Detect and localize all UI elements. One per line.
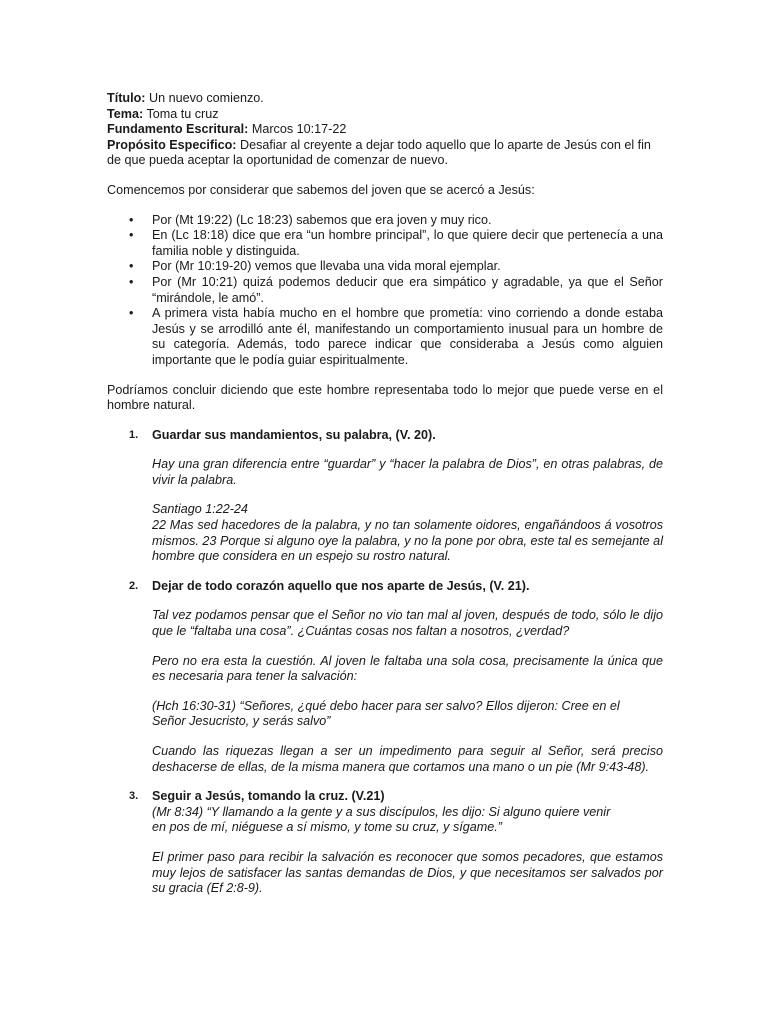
conclusion-paragraph: Podríamos concluir diciendo que este hombre representaba todo lo mejor que puede verse en el hombre natural. — [107, 382, 663, 413]
section-title: Guardar sus mandamientos, su palabra, (V. 20). — [152, 427, 436, 442]
sections-list — [107, 428, 663, 897]
section-title: Seguir a Jesús, tomando la cruz. (V.21) — [152, 789, 385, 804]
tema-line — [107, 107, 663, 123]
scripture-reference: Santiago 1:22-24 — [152, 502, 248, 517]
fundamento-label: Fundamento Escritural: — [107, 122, 249, 137]
proposito-label: Propósito Especifico: — [107, 137, 237, 152]
section-3 — [107, 789, 663, 897]
titulo-line — [107, 91, 663, 107]
tema-label: Tema: — [107, 106, 144, 121]
section-number: 1. — [129, 428, 139, 441]
proposito-value: Desafiar al creyente a dejar todo aquello que lo aparte de Jesús con el fin de que pueda aceptar la oportunidad de comenzar de nuevo. — [107, 137, 651, 168]
section-paragraph: Hay una gran diferencia entre “guardar” y “hacer la palabra de Dios”, en otras palabras, de vivir la palabra. — [152, 457, 663, 487]
section-2 — [107, 579, 663, 775]
list-item: • Por (Mr 10:21) quizá podemos deducir que era simpático y agradable, ya que el Señor “mirándole, le amó”. — [107, 275, 663, 306]
section-paragraph: Cuando las riquezas llegan a ser un impedimento para seguir al Señor, será preciso deshacerse de ellas, de la misma manera que cortamos una mano o un pie (Mr 9:43-48). — [152, 744, 663, 774]
section-1 — [107, 428, 663, 565]
section-title: Dejar de todo corazón aquello que nos aparte de Jesús, (V. 21). — [152, 578, 530, 593]
list-item: • Por (Mt 19:22) (Lc 18:23) sabemos que era joven y muy rico. — [107, 213, 663, 229]
intro-paragraph: Comencemos por considerar que sabemos del joven que se acercó a Jesús: — [107, 182, 535, 197]
section-paragraph: Tal vez podamos pensar que el Señor no vio tan mal al joven, después de todo, sólo le dijo que le “faltaba una cosa”. ¿Cuántas cosas nos faltan a nosotros, ¿verdad? — [152, 608, 663, 639]
sermon-header — [107, 91, 663, 169]
scripture-quote-line: (Hch 16:30-31) “Señores, ¿qué debo hacer para ser salvo? Ellos dijeron: Cree en el — [152, 698, 620, 713]
fundamento-value: Marcos 10:17-22 — [248, 122, 347, 137]
section-number: 2. — [129, 579, 139, 592]
facts-list — [107, 213, 663, 369]
titulo-label: Título: — [107, 91, 146, 105]
proposito-line — [107, 138, 663, 169]
list-item: • En (Lc 18:18) dice que era “un hombre principal”, lo que quiere decir que pertenecía a una familia noble y distinguida. — [107, 228, 663, 259]
scripture-text: 22 Mas sed hacedores de la palabra, y no tan solamente oidores, engañándoos á vosotros mismos. 23 Porque si alguno oye la palabra, y no la pone por obra, este tal es semejante al hombre que considera en un espejo su rostro natural. — [152, 518, 663, 564]
section-paragraph: Pero no era esta la cuestión. Al joven le faltaba una sola cosa, precisamente la única que es necesaria para tener la salvación: — [152, 653, 663, 684]
list-item: • A primera vista había mucho en el hombre que prometía: vino corriendo a donde estaba Jesús y se arrodilló ante él, manifestando un comportamiento inusual para un hombre de su categoría. Además, todo parece indicar que consideraba a Jesús como alguien importante que le podía guiar espiritualmente. — [107, 306, 663, 368]
section-paragraph: El primer paso para recibir la salvación es reconocer que somos pecadores, que estamos muy lejos de satisfacer las santas demandas de Dios, y que necesitamos ser salvados por su gracia (Ef 2:8-9). — [152, 849, 663, 896]
fundamento-line — [107, 122, 663, 138]
titulo-value: Un nuevo comienzo. — [145, 91, 264, 105]
document-page — [107, 91, 663, 897]
section-number: 3. — [129, 790, 139, 803]
list-item: • Por (Mr 10:19-20) vemos que llevaba una vida moral ejemplar. — [107, 259, 663, 275]
scripture-quote-line: (Mr 8:34) “Y llamando a la gente y a sus discípulos, les dijo: Si alguno quiere venir — [152, 804, 611, 819]
scripture-quote-line: Señor Jesucristo, y serás salvo” — [152, 714, 331, 729]
tema-value: Toma tu cruz — [143, 106, 219, 121]
scripture-quote-line: en pos de mí, niéguese a sí mismo, y tome su cruz, y sígame.” — [152, 820, 502, 835]
